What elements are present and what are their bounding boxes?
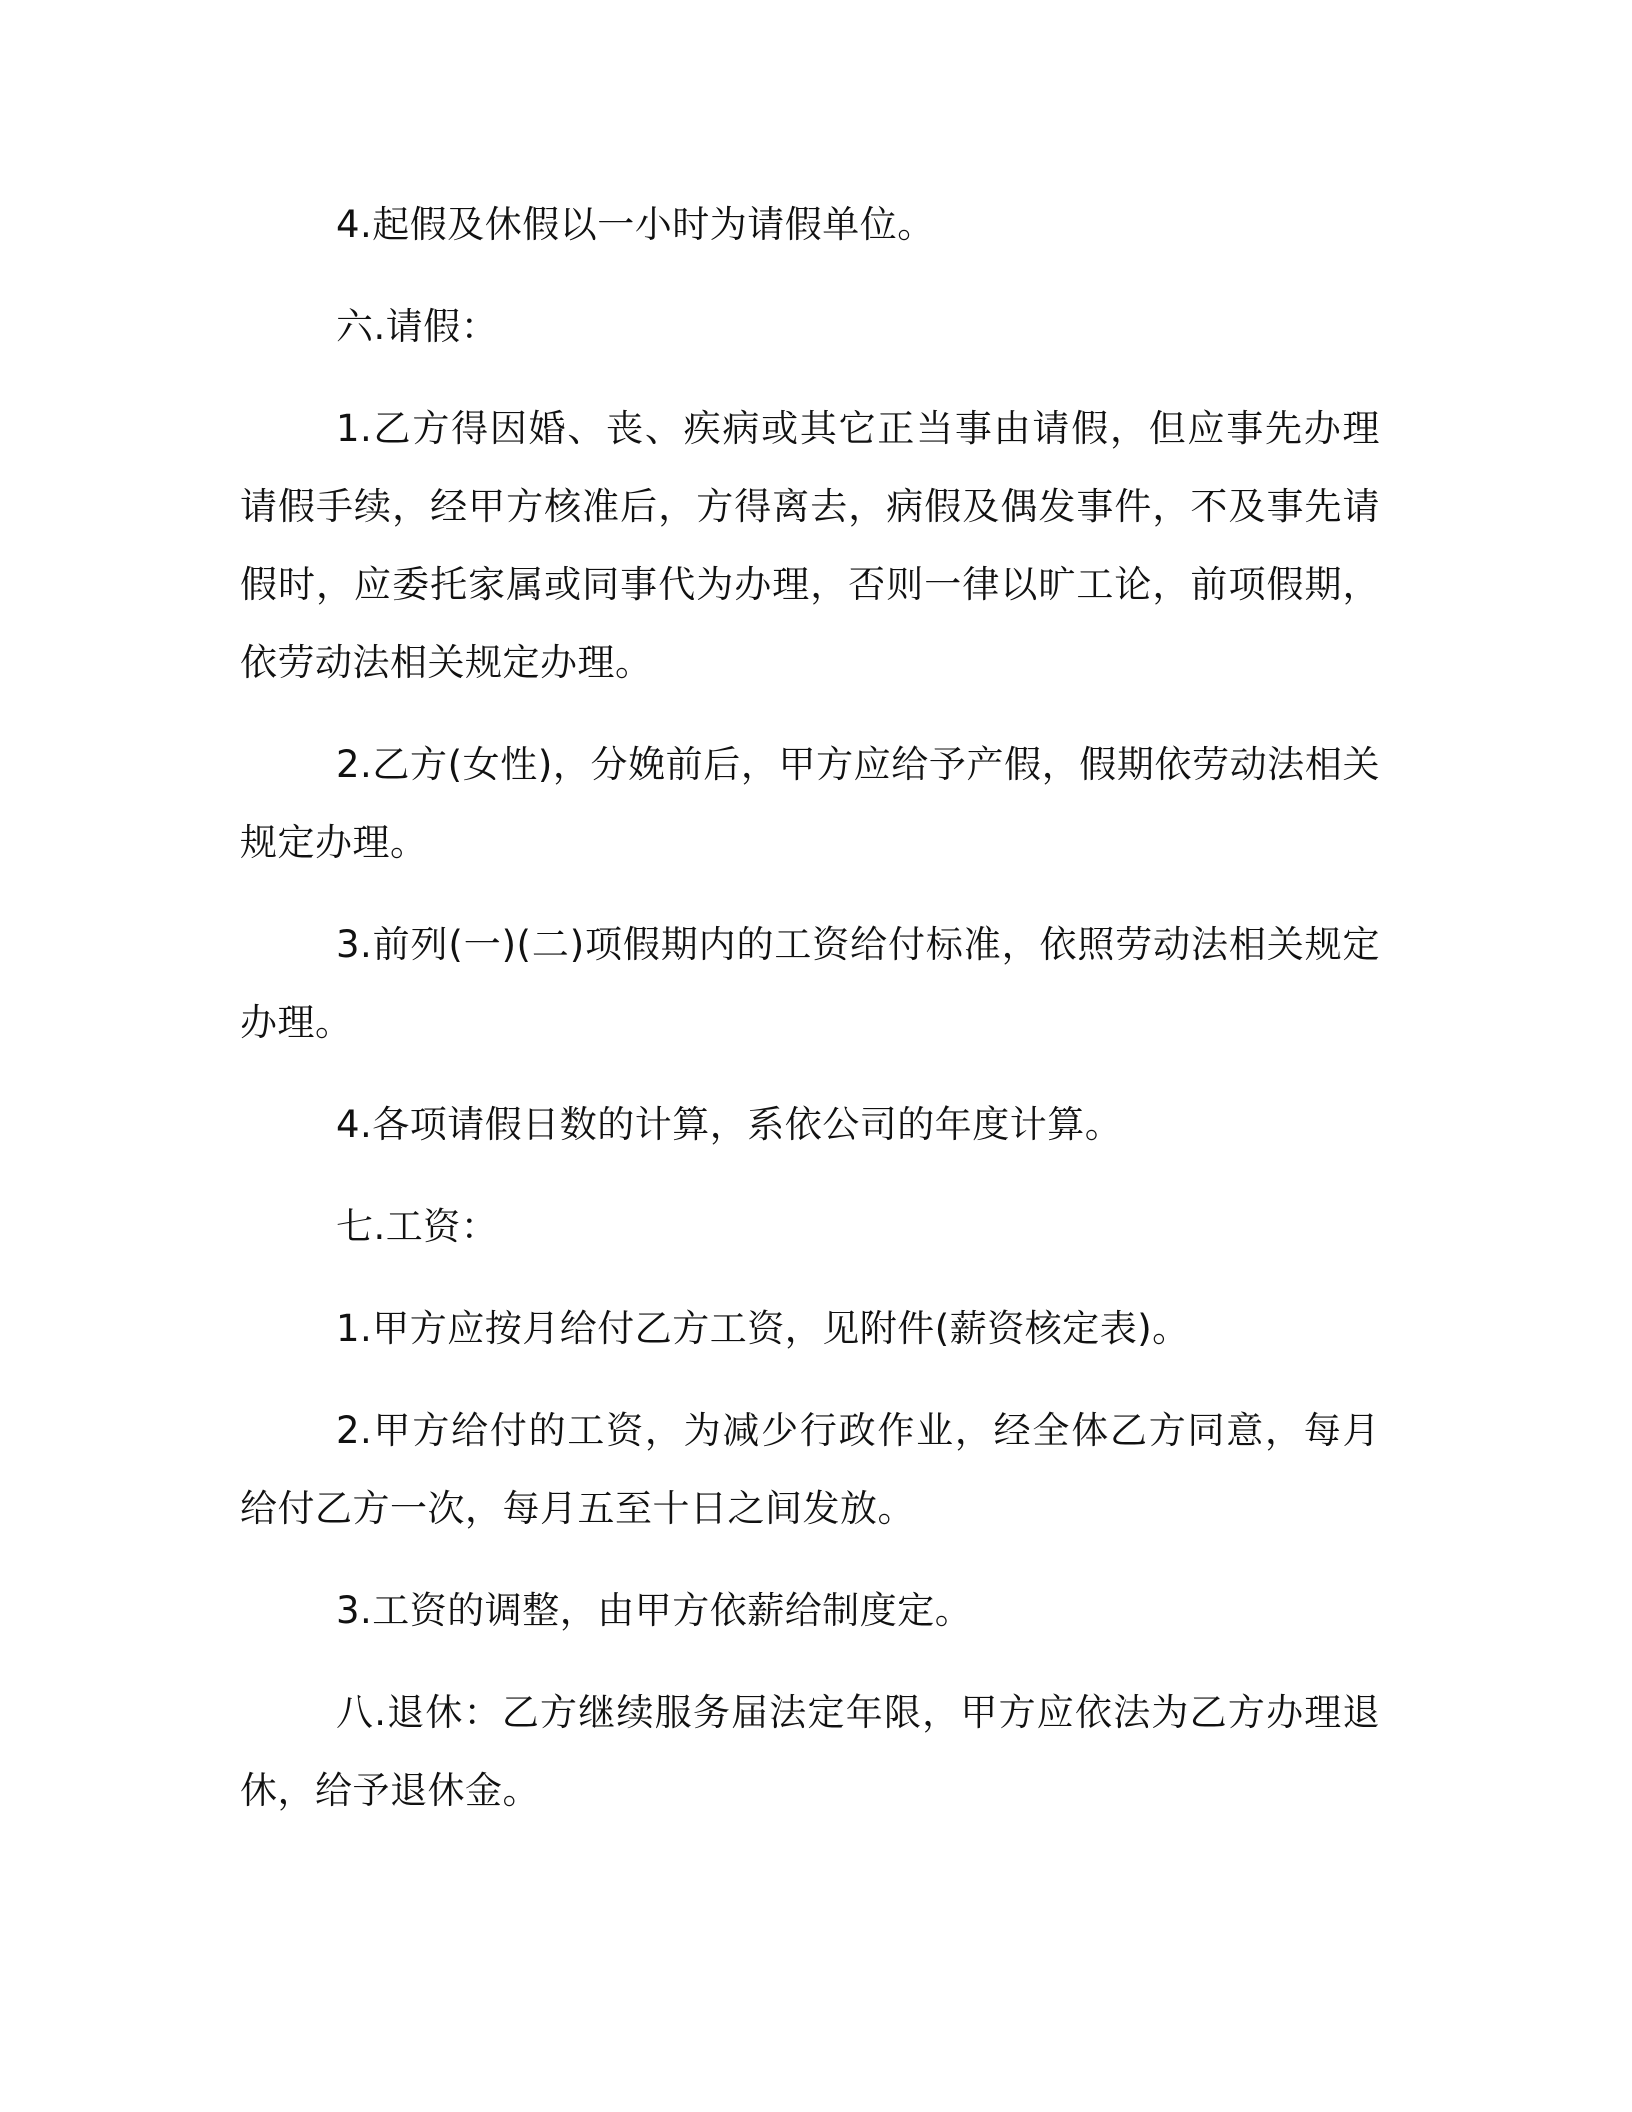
clause-6-4-leave-days: 4.各项请假日数的计算，系依公司的年度计算。 [336,1103,1123,1146]
document-body [240,186,1380,1830]
clause-7-2-pay-schedule: 2.甲方给付的工资，为减少行政作业，经全体乙方同意，每月给付乙方一次，每月五至十日之间发放。 [240,1409,1380,1530]
clause-5-4-leave-unit: 4.起假及休假以一小时为请假单位。 [336,203,935,246]
clause-6-2-maternity-leave: 2.乙方(女性)，分娩前后，甲方应给予产假，假期依劳动法相关规定办理。 [240,743,1380,864]
section-6-heading-leave: 六.请假： [336,305,499,348]
clause-7-3-wage-adjustment: 3.工资的调整，由甲方依薪给制度定。 [336,1589,973,1632]
section-7-heading-wages: 七.工资： [336,1205,499,1248]
section-8-retirement: 八.退休：乙方继续服务届法定年限，甲方应依法为乙方办理退休，给予退休金。 [240,1691,1380,1812]
clause-6-3-leave-pay: 3.前列(一)(二)项假期内的工资给付标准，依照劳动法相关规定办理。 [240,923,1380,1044]
clause-7-1-monthly-wages: 1.甲方应按月给付乙方工资，见附件(薪资核定表)。 [336,1307,1190,1350]
clause-6-1-leave-procedure: 1.乙方得因婚、丧、疾病或其它正当事由请假，但应事先办理请假手续，经甲方核准后，方得离去，病假及偶发事件，不及事先请假时，应委托家属或同事代为办理，否则一律以旷工论，前项假期，依劳动法相关规定办理。 [240,407,1380,684]
